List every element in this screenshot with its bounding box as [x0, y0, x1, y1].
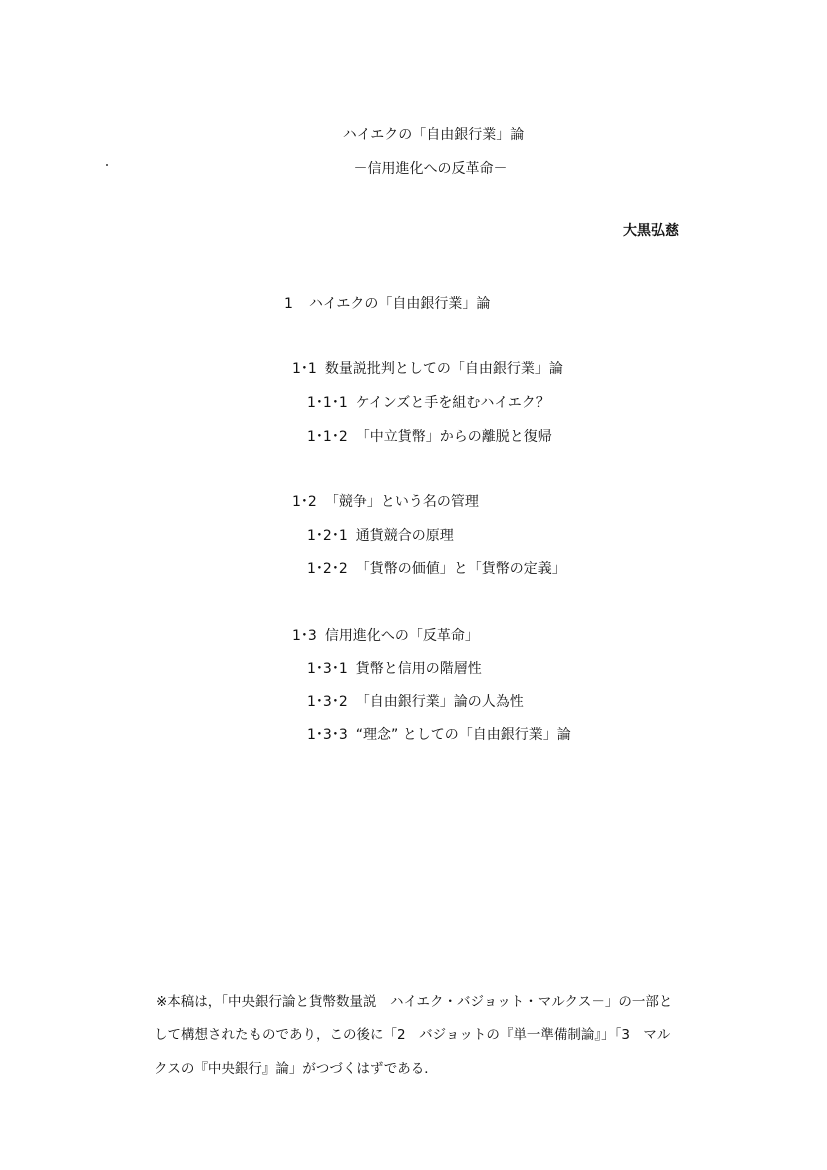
toc-number: 1･1･1 [307, 395, 348, 411]
toc-label: 通貨競合の原理 [355, 528, 454, 544]
toc-number: 1･3･3 [307, 727, 348, 743]
toc-number: 1･3･2 [307, 694, 348, 710]
toc-label: ハイエクの「自由銀行業」論 [308, 296, 491, 312]
author-name: 大黒弘慈 [623, 223, 679, 239]
toc-subsection [307, 392, 550, 412]
toc-number: 1･1･2 [307, 429, 348, 445]
toc-number: 1･2･1 [307, 528, 348, 544]
footnote-line: して構想されたものであり，この後に「2 バジョットの『単一準備制論』」「3 マル [154, 1027, 671, 1043]
footnote-line: クスの『中央銀行』論」がつづくはずである． [154, 1061, 438, 1077]
toc-label: 「自由銀行業」論の人為性 [355, 694, 524, 710]
toc-subsection [307, 558, 566, 578]
toc-label: 「中立貨幣」からの離脱と復帰 [355, 429, 552, 445]
document-title: ハイエクの「自由銀行業」論 [342, 127, 525, 143]
toc-label: 「貨幣の価値」と「貨幣の定義」 [355, 561, 566, 577]
toc-subsection [307, 691, 524, 711]
toc-number: 1･2･2 [307, 561, 348, 577]
toc-section [292, 491, 479, 511]
toc-label: 数量説批判としての「自由銀行業」論 [324, 361, 563, 377]
toc-number: 1･3 [292, 628, 317, 644]
document-subtitle: －信用進化への反革命－ [353, 161, 508, 177]
toc-section [292, 358, 563, 378]
toc-subsection [307, 426, 552, 446]
toc-subsection [307, 658, 482, 678]
toc-label: 信用進化への「反革命」 [324, 628, 479, 644]
toc-label: “理念” としての「自由銀行業」論 [355, 727, 571, 743]
toc-label: 「競争」という名の管理 [324, 494, 479, 510]
footnote-line: ※本稿は，「中央銀行論と貨幣数量説 ハイエク・バジョット・マルクス－」の一部と [156, 994, 673, 1010]
toc-subsection [307, 525, 454, 545]
toc-section [292, 625, 479, 645]
toc-number: 1･1 [292, 361, 317, 377]
toc-label: 貨幣と信用の階層性 [355, 661, 482, 677]
toc-subsection [307, 724, 571, 744]
toc-number: 1･2 [292, 494, 317, 510]
toc-label: ケインズと手を組むハイエク？ [355, 395, 550, 411]
toc-number: 1･3･1 [307, 661, 348, 677]
toc-number: 1 [284, 296, 293, 312]
toc-chapter [284, 293, 490, 313]
